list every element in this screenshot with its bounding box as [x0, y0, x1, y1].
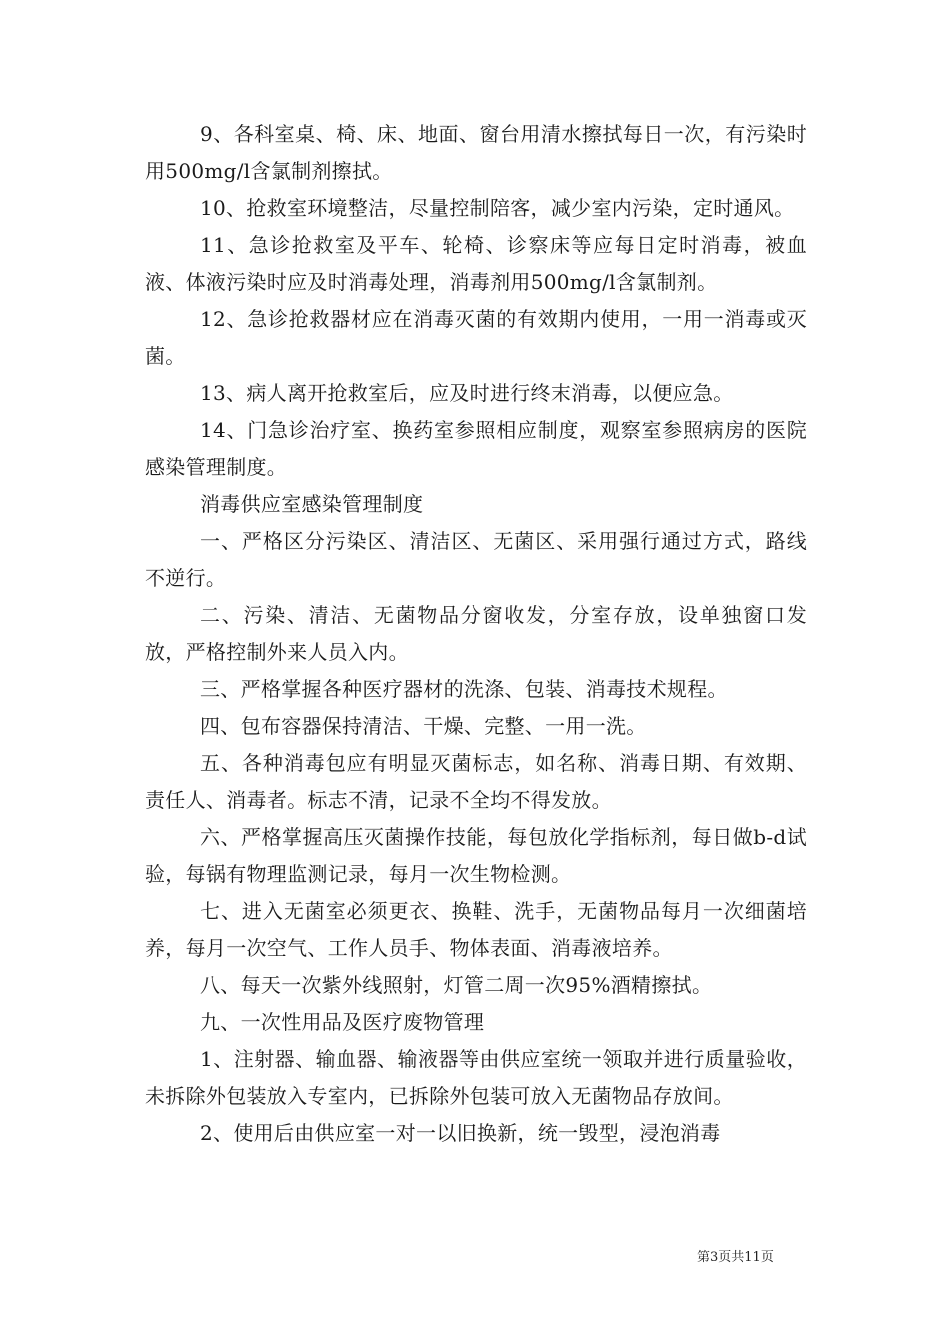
paragraph-rule-1: 一、严格区分污染区、清洁区、无菌区、采用强行通过方式，路线不逆行。	[145, 529, 807, 590]
paragraph-item-10: 10、抢救室环境整洁，尽量控制陪客，减少室内污染，定时通风。	[200, 196, 795, 220]
paragraph-rule-2: 二、污染、清洁、无菌物品分窗收发，分室存放，设单独窗口发放，严格控制外来人员入内。	[145, 603, 807, 664]
paragraph-rule-9: 九、一次性用品及医疗废物管理	[200, 1010, 485, 1034]
paragraph-item-11: 11、急诊抢救室及平车、轮椅、诊察床等应每日定时消毒，被血液、体液污染时应及时消毒处理，消毒剂用500mg/l含氯制剂。	[145, 233, 807, 294]
document-body	[145, 116, 807, 1152]
paragraph-rule-6: 六、严格掌握高压灭菌操作技能，每包放化学指标剂，每日做b-d试验，每锅有物理监测记录，每月一次生物检测。	[145, 825, 807, 886]
paragraph-rule-5: 五、各种消毒包应有明显灭菌标志，如名称、消毒日期、有效期、责任人、消毒者。标志不清，记录不全均不得发放。	[145, 751, 807, 812]
paragraph-item-13: 13、病人离开抢救室后，应及时进行终末消毒，以便应急。	[200, 381, 734, 405]
paragraph-rule-8: 八、每天一次紫外线照射，灯管二周一次95%酒精擦拭。	[200, 973, 713, 997]
paragraph-subitem-1: 1、注射器、输血器、输液器等由供应室统一领取并进行质量验收，未拆除外包装放入专室内，已拆除外包装可放入无菌物品存放间。	[145, 1047, 807, 1108]
paragraph-rule-4: 四、包布容器保持清洁、干燥、完整、一用一洗。	[200, 714, 647, 738]
paragraph-item-12: 12、急诊抢救器材应在消毒灭菌的有效期内使用，一用一消毒或灭菌。	[145, 307, 807, 368]
section-heading: 消毒供应室感染管理制度	[200, 492, 424, 516]
paragraph-rule-3: 三、严格掌握各种医疗器材的洗涤、包装、消毒技术规程。	[200, 677, 728, 701]
paragraph-subitem-2: 2、使用后由供应室一对一以旧换新，统一毁型，浸泡消毒	[200, 1121, 721, 1145]
page-number-footer: 第3页共11页	[697, 1250, 774, 1265]
paragraph-item-9: 9、各科室桌、椅、床、地面、窗台用清水擦拭每日一次，有污染时用500mg/l含氯制剂擦拭。	[145, 122, 807, 183]
paragraph-item-14: 14、门急诊治疗室、换药室参照相应制度，观察室参照病房的医院感染管理制度。	[145, 418, 807, 479]
paragraph-rule-7: 七、进入无菌室必须更衣、换鞋、洗手，无菌物品每月一次细菌培养，每月一次空气、工作人员手、物体表面、消毒液培养。	[145, 899, 807, 960]
